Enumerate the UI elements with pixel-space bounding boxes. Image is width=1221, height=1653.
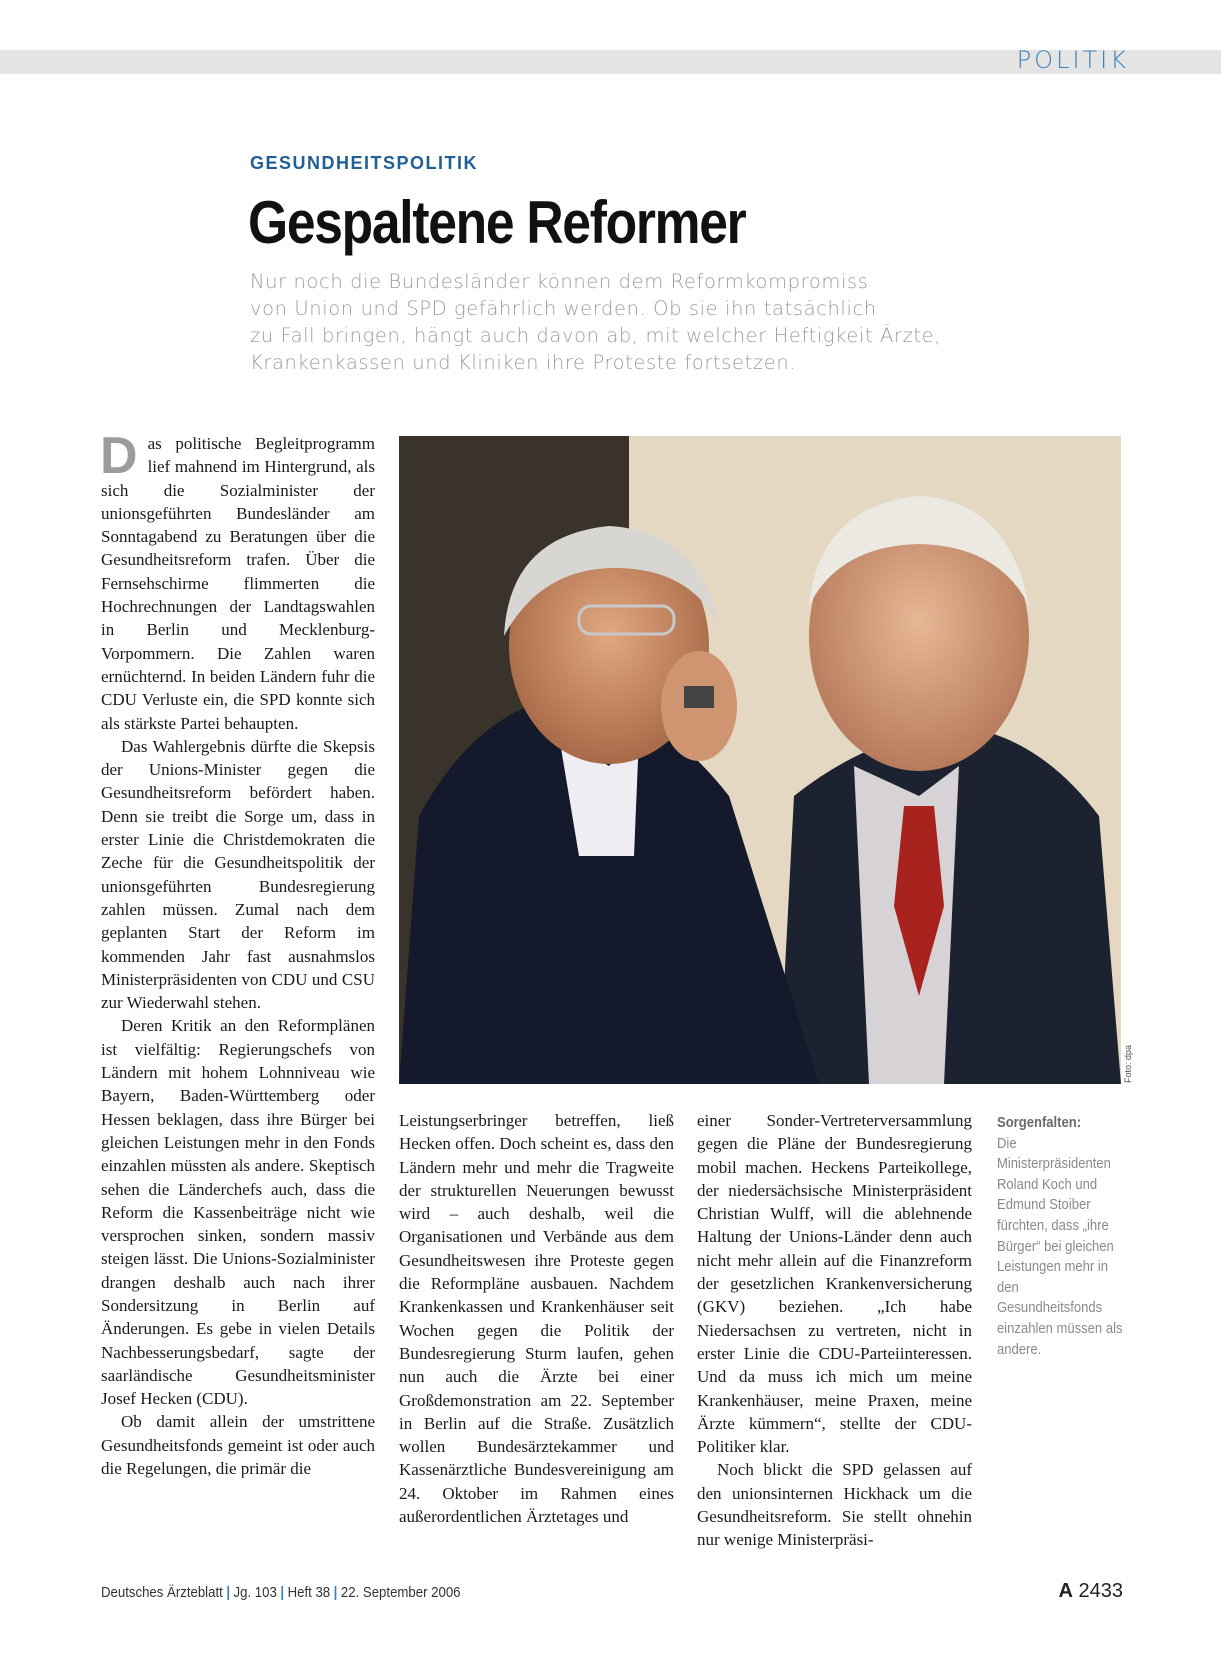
photo-caption	[997, 1113, 1123, 1360]
lead-line: von Union und SPD gefährlich werden. Ob sie ihn tatsächlich	[250, 297, 877, 320]
page-number-value: 2433	[1078, 1580, 1123, 1602]
text-column-2	[399, 1109, 674, 1528]
volume: Jg. 103	[233, 1584, 277, 1601]
paragraph: Deren Kritik an den Reformplänen ist vielfältig: Regierungschefs von Ländern mit hohem Lohnniveau wie Bayern, Baden-Württemberg oder Hessen beklagen, dass ihre Bürger bei gleichen Leistungen mehr in den Fonds einzahlen müssten als andere. Skeptisch sehen die Länderchefs auch, dass die Reform die Kassenbeiträge nicht wie versprochen sinken, sondern massiv steigen lässt. Die Unions-Sozialminister drangen deshalb auch nach ihrer Sondersitzung in Berlin auf Änderungen. Es gebe in vielen Details Nachbesserungsbedarf, sagte der saarländische Gesundheitsminister Josef Hecken (CDU).	[101, 1016, 375, 1409]
caption-text: Die Ministerpräsidenten Roland Koch und Edmund Stoiber fürchten, dass „ihre Bürger“ bei gleichen Leistungen mehr in den Gesundheitsfonds einzahlen müssen als andere.	[997, 1135, 1123, 1358]
paragraph: Ob damit allein der umstrittene Gesundheitsfonds gemeint ist oder auch die Regelungen, die primär die	[101, 1412, 375, 1479]
lead-line: Krankenkassen und Kliniken ihre Proteste fortsetzen.	[250, 351, 797, 374]
article-title: Gespaltene Reformer	[248, 189, 746, 256]
paragraph: Leistungserbringer betreffen, ließ Hecken offen. Doch scheint es, dass den Ländern mehr und mehr die Tragweite der strukturellen Neuerungen bewusst wird – auch deshalb, weil die Organisationen und Verbände aus dem Gesundheitswesen ihre Proteste gegen die Reformpläne ausbauen. Nachdem Krankenkassen und Krankenhäuser seit Wochen gegen die Politik der Bundesregierung Sturm laufen, gehen nun auch die Ärzte bei einer Großdemonstration am 22. September in Berlin auf die Straße. Zusätzlich wollen Bundesärztekammer und Kassenärztliche Bundesvereinigung am 24. Oktober im Rahmen eines außerordentlichen Ärztetages und	[399, 1111, 674, 1527]
article-lead	[250, 268, 950, 376]
issue-date: 22. September 2006	[340, 1584, 461, 1601]
paragraph: Das politische Begleitprogramm lief mahnend im Hintergrund, als sich die Sozialminister der unionsgeführten Bundesländer am Sonntagabend zu Beratungen über die Gesundheitsreform trafen. Über die Fernsehschirme flimmerten die Hochrechnungen der Landtagswahlen in Berlin und Mecklenburg-Vorpommern. Die Zahlen waren ernüchternd. In beiden Ländern fuhr die CDU Verluste ein, die SPD konnte sich als stärkste Partei behaupten.	[100, 427, 375, 733]
drop-cap: D	[100, 427, 138, 485]
text-column-1	[100, 427, 375, 1480]
paragraph: einer Sonder-Vertreterversammlung gegen die Pläne der Bundesregierung mobil machen. Heckens Parteikollege, der niedersächsische Ministerpräsident Christian Wulff, will die ablehnende Haltung der Unions-Länder denn auch nicht mehr allein auf die Finanzreform der gesetzlichen Krankenversicherung (GKV) beziehen. „Ich habe Niedersachsen zu vertreten, nicht in erster Linie die CDU-Parteiinteressen. Und da muss ich mich um meine Krankenhäuser, meine Praxen, meine Ärzte kümmern“, stellte der CDU-Politiker klar.	[697, 1111, 972, 1457]
text-column-3	[697, 1109, 972, 1552]
page-number	[1058, 1580, 1123, 1603]
section-label: POLITIK	[1016, 46, 1129, 74]
article-photo	[399, 436, 1121, 1084]
page-prefix: A	[1058, 1580, 1073, 1602]
publication-name: Deutsches Ärzteblatt	[101, 1584, 223, 1601]
issue: Heft 38	[287, 1584, 331, 1601]
photo-illustration	[399, 436, 1121, 1084]
photo-credit: Foto: dpa	[1123, 1044, 1133, 1083]
paragraph: Das Wahlergebnis dürfte die Skepsis der Unions-Minister gegen die Gesundheitsreform befördert haben. Denn sie treibt die Sorge um, dass in erster Linie die Christdemokraten die Zeche für die Gesundheitspolitik der unionsgeführten Bundesregierung zahlen müssen. Zumal nach dem geplanten Start der Reform im kommenden Jahr fast ausnahmslos Ministerpräsidenten von CDU und CSU zur Wiederwahl stehen.	[101, 736, 375, 1013]
lead-line: zu Fall bringen, hängt auch davon ab, mit welcher Heftigkeit Ärzte,	[250, 324, 942, 347]
caption-title: Sorgenfalten:	[997, 1115, 1082, 1131]
page-footer: Deutsches Ärzteblatt | Jg. 103 | Heft 38 | 22. September 2006	[101, 1584, 461, 1601]
paragraph: Noch blickt die SPD gelassen auf den unionsinternen Hickhack um die Gesundheitsreform. Sie stellt ohnehin nur wenige Ministerpräsi-	[697, 1460, 972, 1550]
article-kicker: GESUNDHEITSPOLITIK	[250, 153, 479, 173]
lead-line: Nur noch die Bundesländer können dem Reformkompromiss	[250, 270, 869, 293]
